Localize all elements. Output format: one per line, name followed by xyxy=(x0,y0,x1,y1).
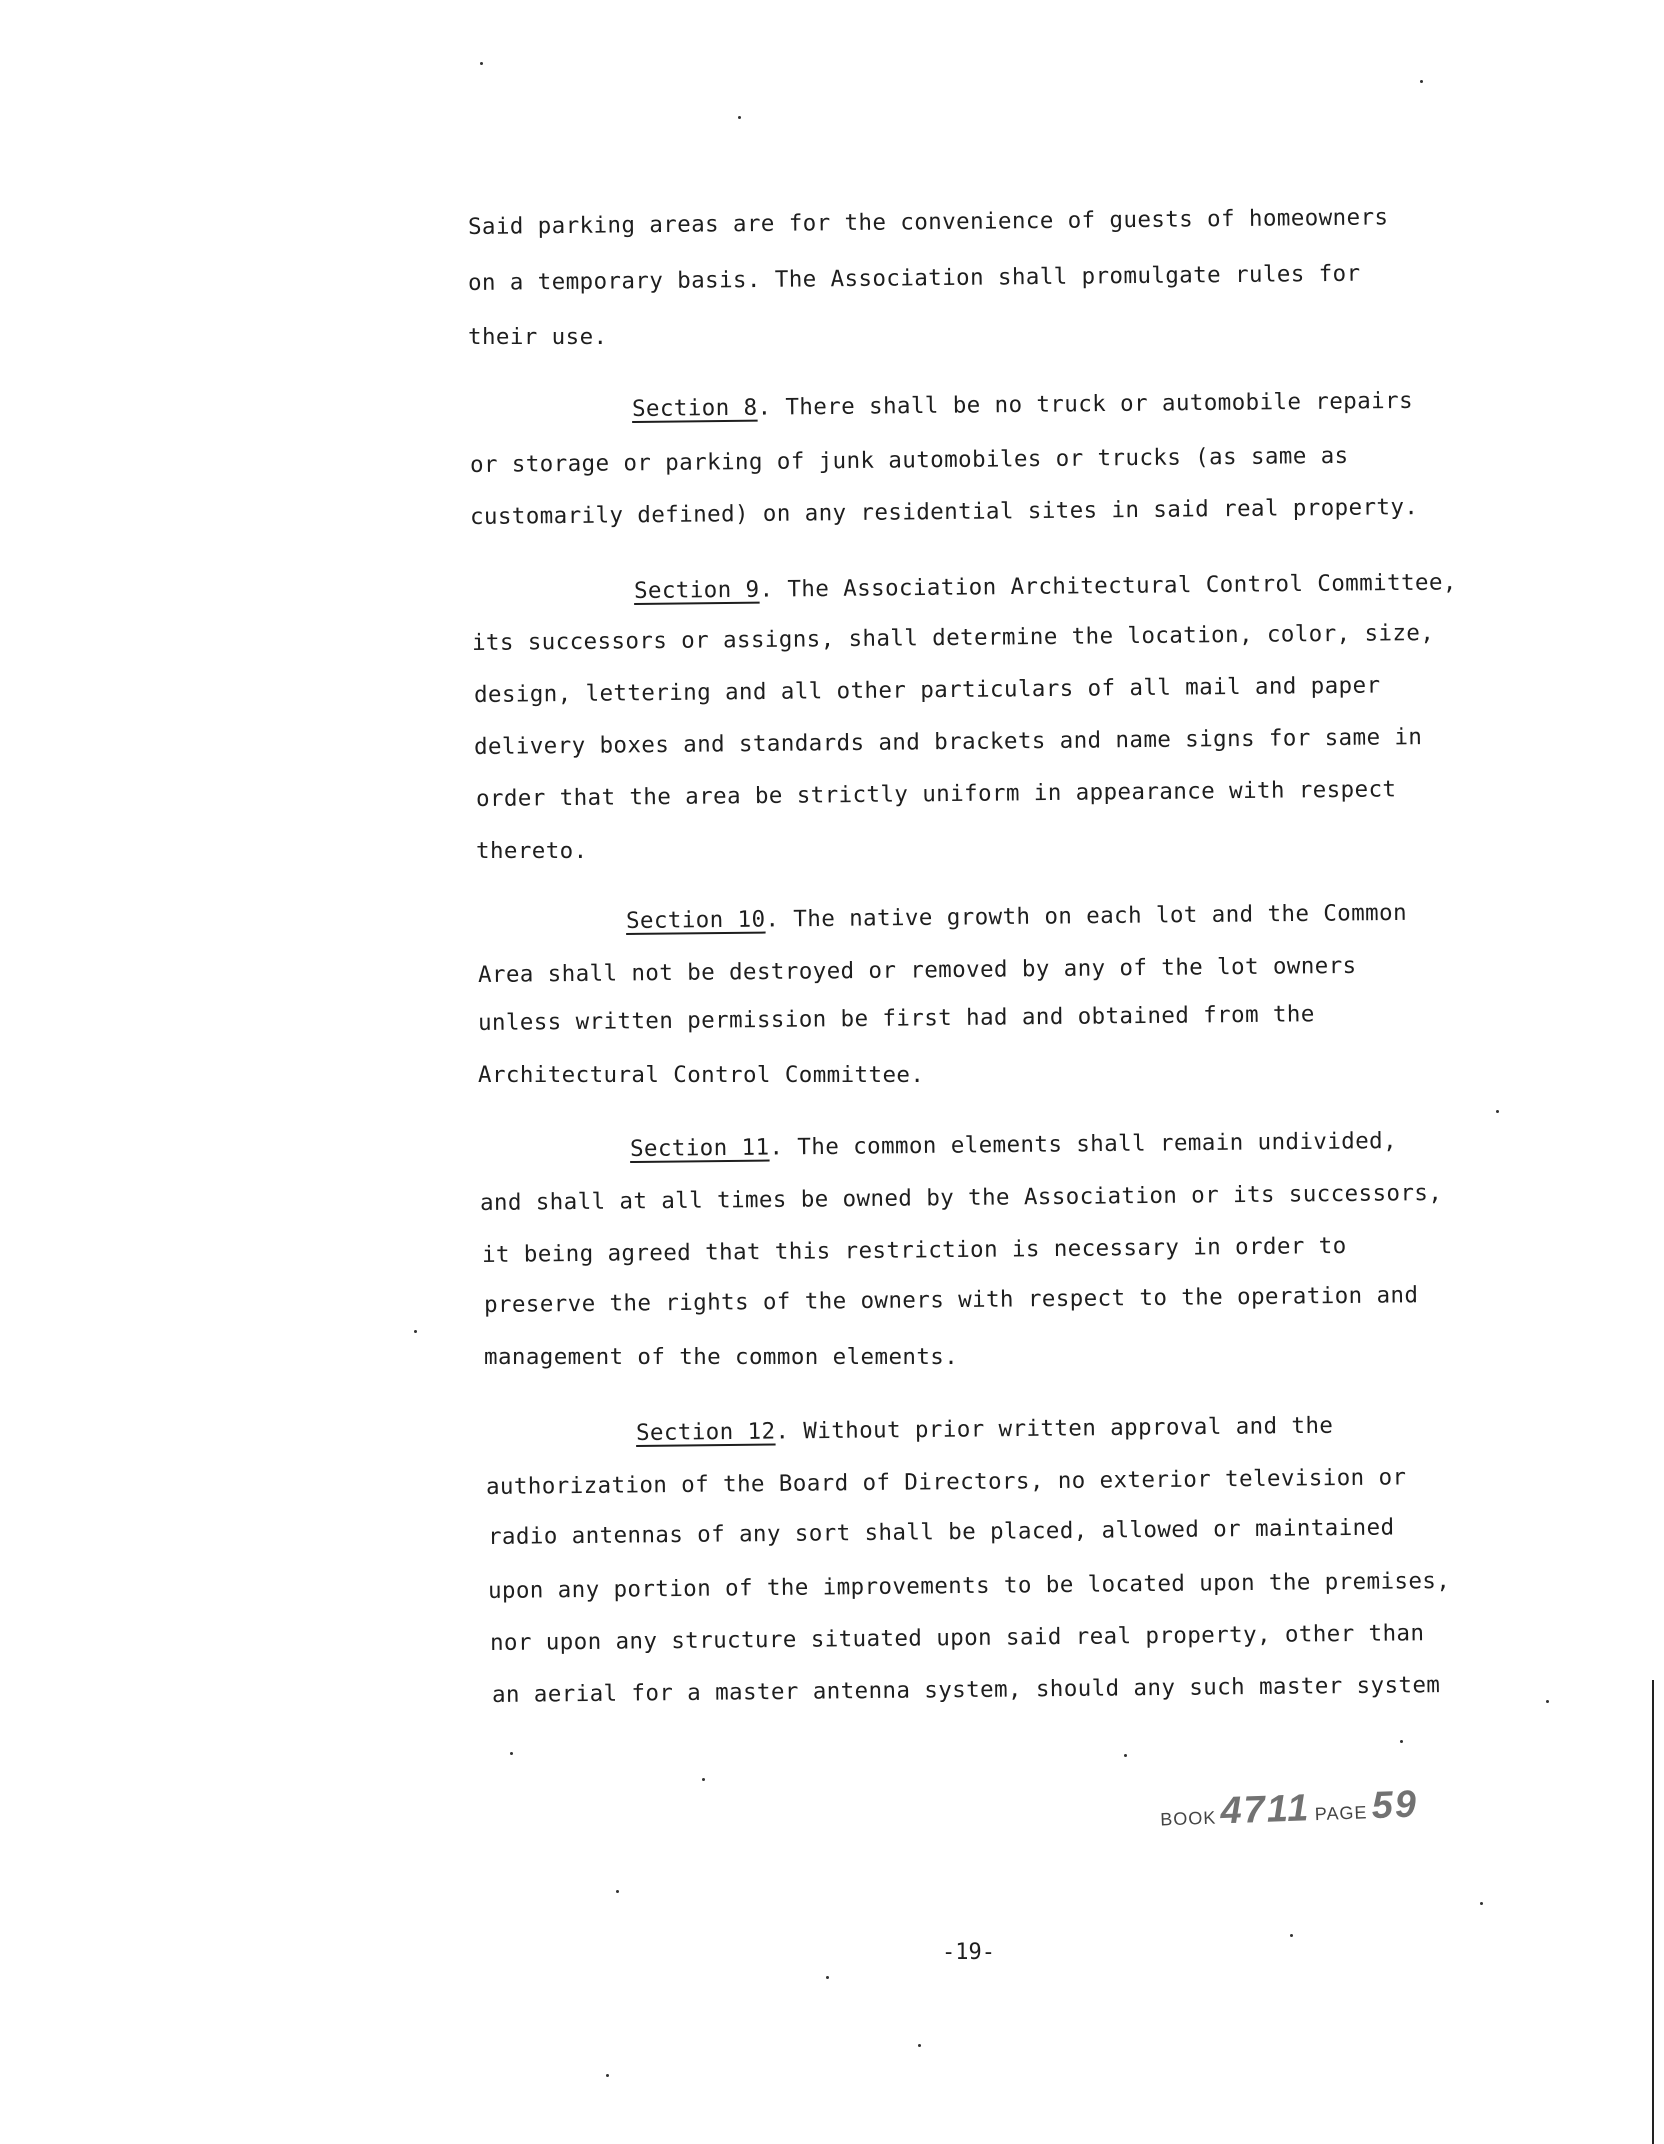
text-line: . The Association Architectural Control Committee, xyxy=(759,569,1457,603)
scan-speck xyxy=(918,2044,921,2047)
recording-stamp xyxy=(1159,1784,1418,1836)
scan-speck xyxy=(510,1752,513,1755)
text-line: and shall at all times be owned by the Association or its successors, xyxy=(479,1179,1443,1216)
scan-speck xyxy=(1400,1740,1403,1743)
text-line: or storage or parking of junk automobiles or trucks (as same as xyxy=(469,442,1349,478)
stamp-page-number: 59 xyxy=(1370,1783,1419,1828)
stamp-page-label: PAGE xyxy=(1314,1802,1368,1825)
text-line: Area shall not be destroyed or removed by any of the lot owners xyxy=(477,952,1357,988)
text-line: customarily defined) on any residential sites in said real property. xyxy=(469,494,1419,530)
scan-speck xyxy=(1124,1754,1127,1757)
text-line: upon any portion of the improvements to be located upon the premises, xyxy=(487,1567,1451,1604)
text-line: on a temporary basis. The Association shall promulgate rules for xyxy=(467,260,1361,296)
text-line: thereto. xyxy=(476,838,588,864)
text-line: their use. xyxy=(468,324,608,350)
text-line: authorization of the Board of Directors, no exterior television or xyxy=(485,1464,1407,1500)
text-line: its successors or assigns, shall determine the location, color, size, xyxy=(471,619,1435,656)
text-line: nor upon any structure situated upon said real property, other than xyxy=(489,1620,1425,1656)
section-12-first-line xyxy=(636,1413,1334,1446)
scan-speck xyxy=(738,116,741,119)
scan-speck xyxy=(1290,1934,1293,1937)
section-11-first-line xyxy=(630,1128,1397,1162)
stamp-book-number: 4711 xyxy=(1219,1787,1311,1833)
text-line: order that the area be strictly uniform in appearance with respect xyxy=(475,776,1397,812)
scan-speck xyxy=(1480,1902,1483,1905)
text-line: unless written permission be first had and obtained from the xyxy=(477,1001,1315,1036)
scan-speck xyxy=(1420,80,1423,83)
text-line: . Without prior written approval and the xyxy=(775,1412,1334,1445)
scan-speck xyxy=(616,1890,619,1893)
text-line: an aerial for a master antenna system, should any such master system xyxy=(491,1672,1441,1708)
text-line: . The native growth on each lot and the Common xyxy=(765,899,1408,933)
section-10-first-line xyxy=(626,900,1407,934)
text-line: Architectural Control Committee. xyxy=(478,1062,925,1088)
scan-speck xyxy=(1546,1700,1549,1703)
scan-speck xyxy=(480,62,483,65)
section-8-first-line xyxy=(632,388,1413,422)
stamp-book-label: BOOK xyxy=(1159,1807,1217,1830)
scan-speck xyxy=(1496,1110,1499,1113)
scan-speck xyxy=(826,1976,829,1979)
page-number: -19- xyxy=(942,1940,995,1965)
scan-speck xyxy=(414,1330,417,1333)
text-line: radio antennas of any sort shall be placed, allowed or maintained xyxy=(487,1514,1395,1550)
section-9-first-line xyxy=(634,569,1457,604)
text-line: delivery boxes and standards and brackets and name signs for same in xyxy=(473,724,1423,760)
section-10-heading: Section 10 xyxy=(625,906,766,934)
text-line: . There shall be no truck or automobile repairs xyxy=(757,387,1414,421)
text-line: design, lettering and all other particulars of all mail and paper xyxy=(473,672,1381,708)
section-12-heading: Section 12 xyxy=(635,1418,776,1446)
section-11-heading: Section 11 xyxy=(629,1134,770,1162)
section-9-heading: Section 9 xyxy=(633,576,760,604)
section-8-heading: Section 8 xyxy=(631,394,758,422)
scan-speck xyxy=(702,1778,705,1781)
text-line: Said parking areas are for the convenience of guests of homeowners xyxy=(467,204,1389,240)
text-line: . The common elements shall remain undivided, xyxy=(769,1127,1398,1161)
scan-speck xyxy=(606,2074,609,2077)
text-line: preserve the rights of the owners with respect to the operation and xyxy=(483,1282,1419,1318)
text-line: management of the common elements. xyxy=(484,1344,959,1370)
text-line: it being agreed that this restriction is necessary in order to xyxy=(481,1232,1347,1268)
scan-edge-line xyxy=(1652,1680,1654,2144)
